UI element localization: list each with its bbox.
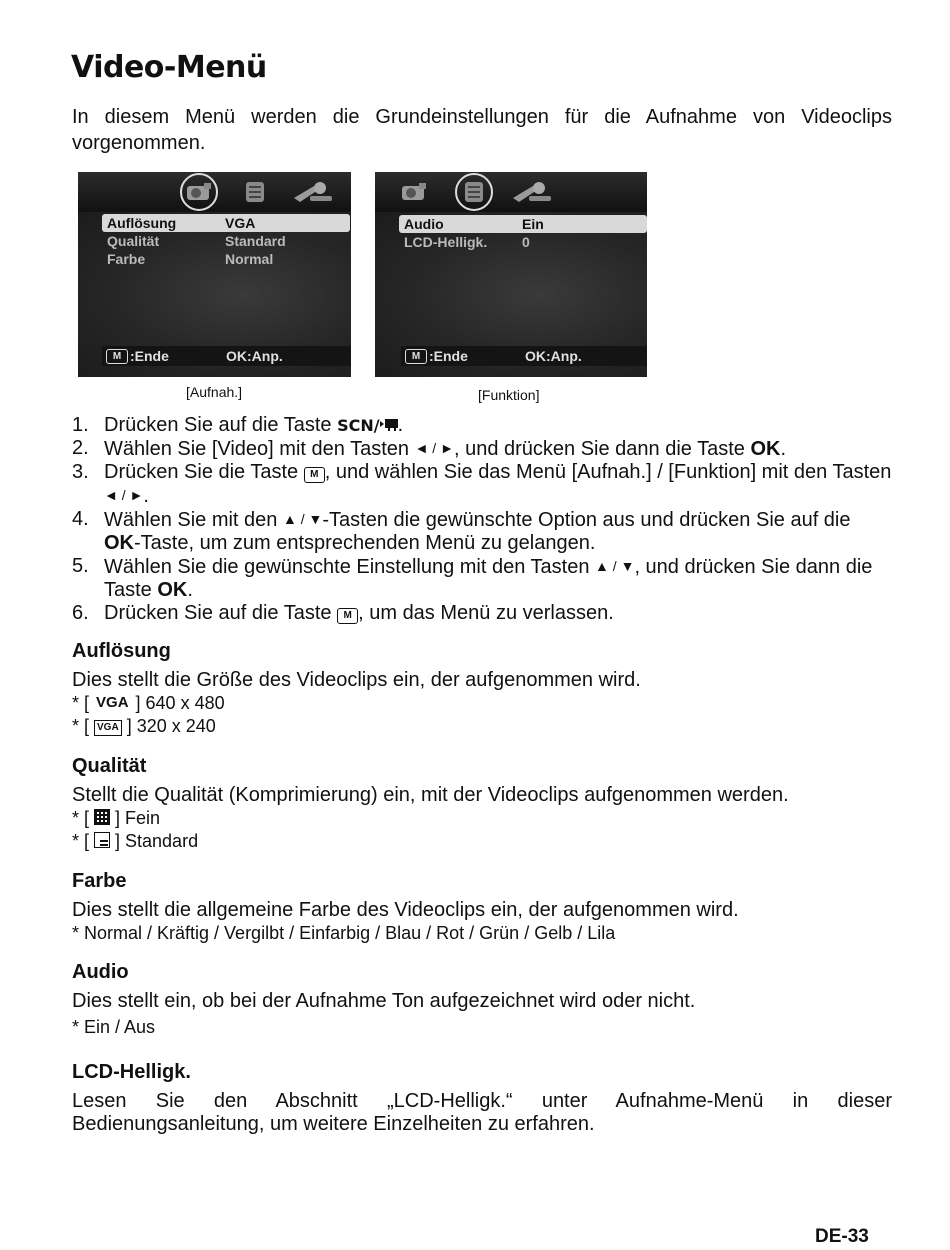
- step-2: 2. Wählen Sie [Video] mit den Tasten ◄ / ►, und drücken Sie dann die Taste OK.: [72, 437, 787, 460]
- intro-paragraph: In diesem Menü werden die Grundeinstellungen für die Aufnahme von Videoclips vorgenommen.: [72, 106, 892, 154]
- menu-row-farbe: Farbe Normal: [107, 251, 274, 267]
- section-audio: [72, 960, 892, 1039]
- camera-icon: [399, 178, 429, 206]
- wrench-icon: [290, 178, 334, 206]
- m-key-icon: M: [106, 349, 128, 364]
- video-camera-icon: [380, 418, 398, 432]
- section-aufloesung: [72, 639, 892, 738]
- caption-funktion: [Funktion]: [478, 387, 540, 403]
- menu-footer: M :Ende OK:Anp.: [401, 346, 647, 366]
- option-item: * Ein / Aus: [72, 1017, 156, 1037]
- step-3: 3. Drücken Sie die Taste M , und wählen Sie das Menü [Aufnah.] / [Funktion] mit den Tasten ◄ / ►.: [72, 461, 892, 507]
- up-down-arrows-icon: ▲ / ▼: [282, 511, 323, 527]
- option-item: * Normal / Kräftig / Vergilbt / Einfarbig / Blau / Rot / Grün / Gelb / Lila: [72, 923, 616, 943]
- up-down-arrows-icon: ▲ / ▼: [595, 558, 635, 574]
- m-key-icon: M: [304, 467, 325, 483]
- step-6: 6. Drücken Sie auf die Taste M , um das Menü zu verlassen.: [72, 602, 614, 624]
- scn-key-icon: SCN/: [337, 416, 380, 435]
- caption-aufnah: [Aufnah.]: [186, 384, 243, 400]
- menu-row-qualitaet: Qualität Standard: [107, 233, 286, 249]
- standard-quality-icon: [94, 832, 110, 848]
- section-text: Dies stellt ein, ob bei der Aufnahme Ton aufgezeichnet wird oder nicht.: [72, 990, 696, 1012]
- m-key-icon: M: [337, 608, 358, 624]
- left-right-arrows-icon: ◄ / ►: [414, 440, 454, 456]
- section-heading: Audio: [72, 961, 129, 983]
- step-5: 5. Wählen Sie die gewünschte Einstellung mit den Tasten ▲ / ▼, und drücken Sie dann die Taste OK.: [72, 555, 873, 601]
- page-title: Video-Menü: [71, 50, 267, 85]
- wrench-icon: [509, 178, 553, 206]
- menu-screenshot-aufnah: [78, 172, 351, 377]
- section-heading: LCD-Helligk.: [72, 1061, 191, 1083]
- page-number: DE-33: [815, 1226, 869, 1247]
- section-heading: Farbe: [72, 870, 127, 892]
- left-right-arrows-icon: ◄ / ►: [104, 487, 144, 503]
- menu-row-lcd: LCD-Helligk. 0: [404, 234, 530, 250]
- menu-screenshot-funktion: [375, 172, 647, 377]
- option-item: * [ VGA ] 320 x 240: [72, 716, 216, 736]
- section-text: Lesen Sie den Abschnitt „LCD-Helligk.“ unter Aufnahme-Menü in dieser Bedienungsanleitung, um weitere Einzelheiten zu erfahren.: [72, 1090, 892, 1135]
- section-text: Dies stellt die Größe des Videoclips ein, der aufgenommen wird.: [72, 669, 641, 691]
- option-item: * [ ] Standard: [72, 831, 199, 851]
- option-item: * [ ] Fein: [72, 808, 161, 828]
- section-qualitaet: [72, 754, 892, 853]
- section-heading: Auflösung: [72, 640, 171, 662]
- fine-quality-icon: [94, 809, 110, 825]
- step-1: 1. Drücken Sie auf die Taste SCN/ .: [72, 414, 404, 436]
- menu-row-aufloesung: Auflösung VGA: [102, 214, 350, 232]
- section-text: Stellt die Qualität (Komprimierung) ein, mit der Videoclips aufgenommen werden.: [72, 784, 789, 806]
- section-heading: Qualität: [72, 755, 147, 777]
- vga-icon: VGA: [96, 694, 129, 711]
- option-item: * [ VGA ] 640 x 480: [72, 693, 225, 713]
- settings-list-icon: [240, 178, 270, 206]
- m-key-icon: M: [405, 349, 427, 364]
- step-4: 4. Wählen Sie mit den ▲ / ▼-Tasten die gewünschte Option aus und drücken Sie auf die OK-Taste, um zum entsprechenden Menü zu gelangen.: [72, 508, 851, 554]
- steps-list: [72, 414, 892, 625]
- menu-row-audio: Audio Ein: [399, 215, 647, 233]
- section-lcd: [72, 1060, 892, 1136]
- qvga-icon: VGA: [94, 720, 122, 736]
- menu-footer: M :Ende OK:Anp.: [102, 346, 351, 366]
- section-farbe: [72, 869, 892, 945]
- section-text: Dies stellt die allgemeine Farbe des Videoclips ein, der aufgenommen wird.: [72, 899, 739, 921]
